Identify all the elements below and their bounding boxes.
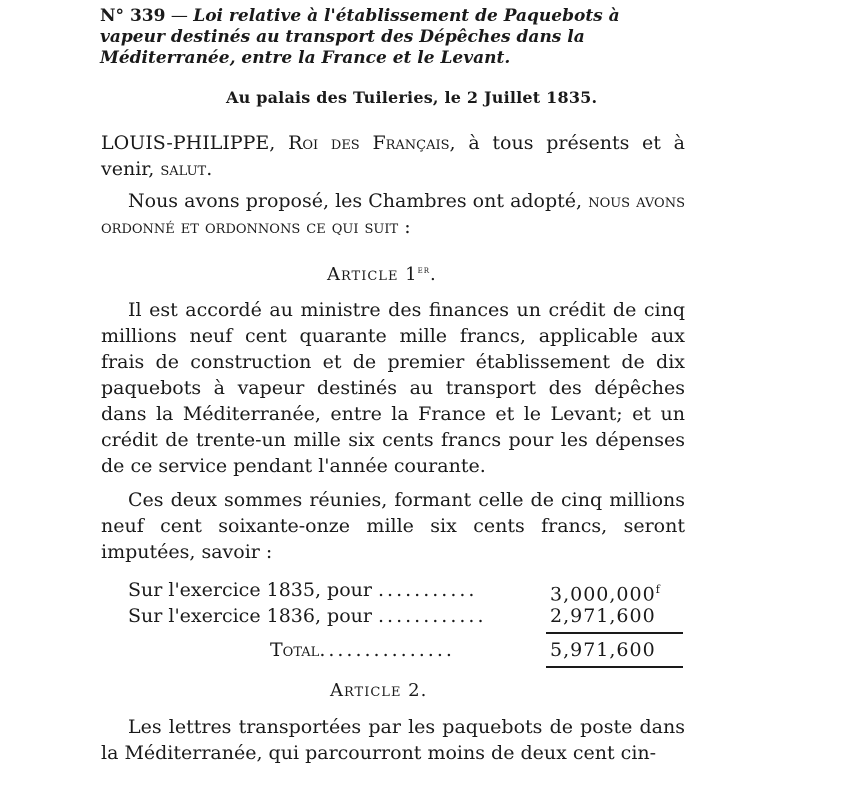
law-header [100,6,690,69]
king-title: Roi des Français, [288,132,456,154]
enacting-text: Nous avons proposé, les Chambres ont adopté, [128,190,583,212]
table-row-total: Total............... [270,639,455,661]
table-row-1836: Sur l'exercice 1836, pour ............ [128,605,487,627]
table-row-1835: Sur l'exercice 1835, pour ........... [128,579,478,601]
date-line: Au palais des Tuileries, le 2 Juillet 1835. [226,88,598,107]
sum-rule-bottom [546,666,683,668]
header-dash: — [170,6,188,26]
amount-1835: 3,000,000$^f$ [550,583,661,606]
enacting-paragraph [101,188,685,240]
preamble-text: à tous présents et à venir, [101,132,686,180]
salut-word: salut. [160,158,213,180]
sum-rule-top [546,632,683,634]
enacting-formula: nous avons ordonné et ordonnons ce qui suit : [101,190,685,238]
article-2-paragraph: Les lettres transportées par les paquebots de poste dans la Méditerranée, qui parcourront moins de deux cent cin- [101,716,685,764]
law-number: N° 339 [100,6,166,26]
article-1-heading: Article 1er. [327,264,437,285]
king-name: LOUIS-PHILIPPE, [101,132,276,154]
amount-1836: 2,971,600 [550,605,656,627]
law-title: Loi relative à l'établissement de Paquebots à vapeur destinés au transport des Dépêches dans la Méditerranée, entre la France et le Levant. [100,6,620,68]
amount-total: 5,971,600 [550,639,656,661]
article-1-paragraph-2: Ces deux sommes réunies, formant celle de cinq millions neuf cent soixante-onze mille six cents francs, seront imputées, savoir : [101,489,685,563]
preamble-paragraph [101,130,685,182]
article-2-heading: Article 2. [330,680,428,701]
article-1-paragraph-1: Il est accordé au ministre des finances un crédit de cinq millions neuf cent quarante mille francs, applicable aux frais de construction et de premier établissement de dix paquebots à vapeur destinés au transport des dépêches dans la Méditerranée, entre la France et le Levant; et un crédit de trente-un mille six cents francs pour les dépenses de ce service pendant l'année courante. [101,299,685,477]
